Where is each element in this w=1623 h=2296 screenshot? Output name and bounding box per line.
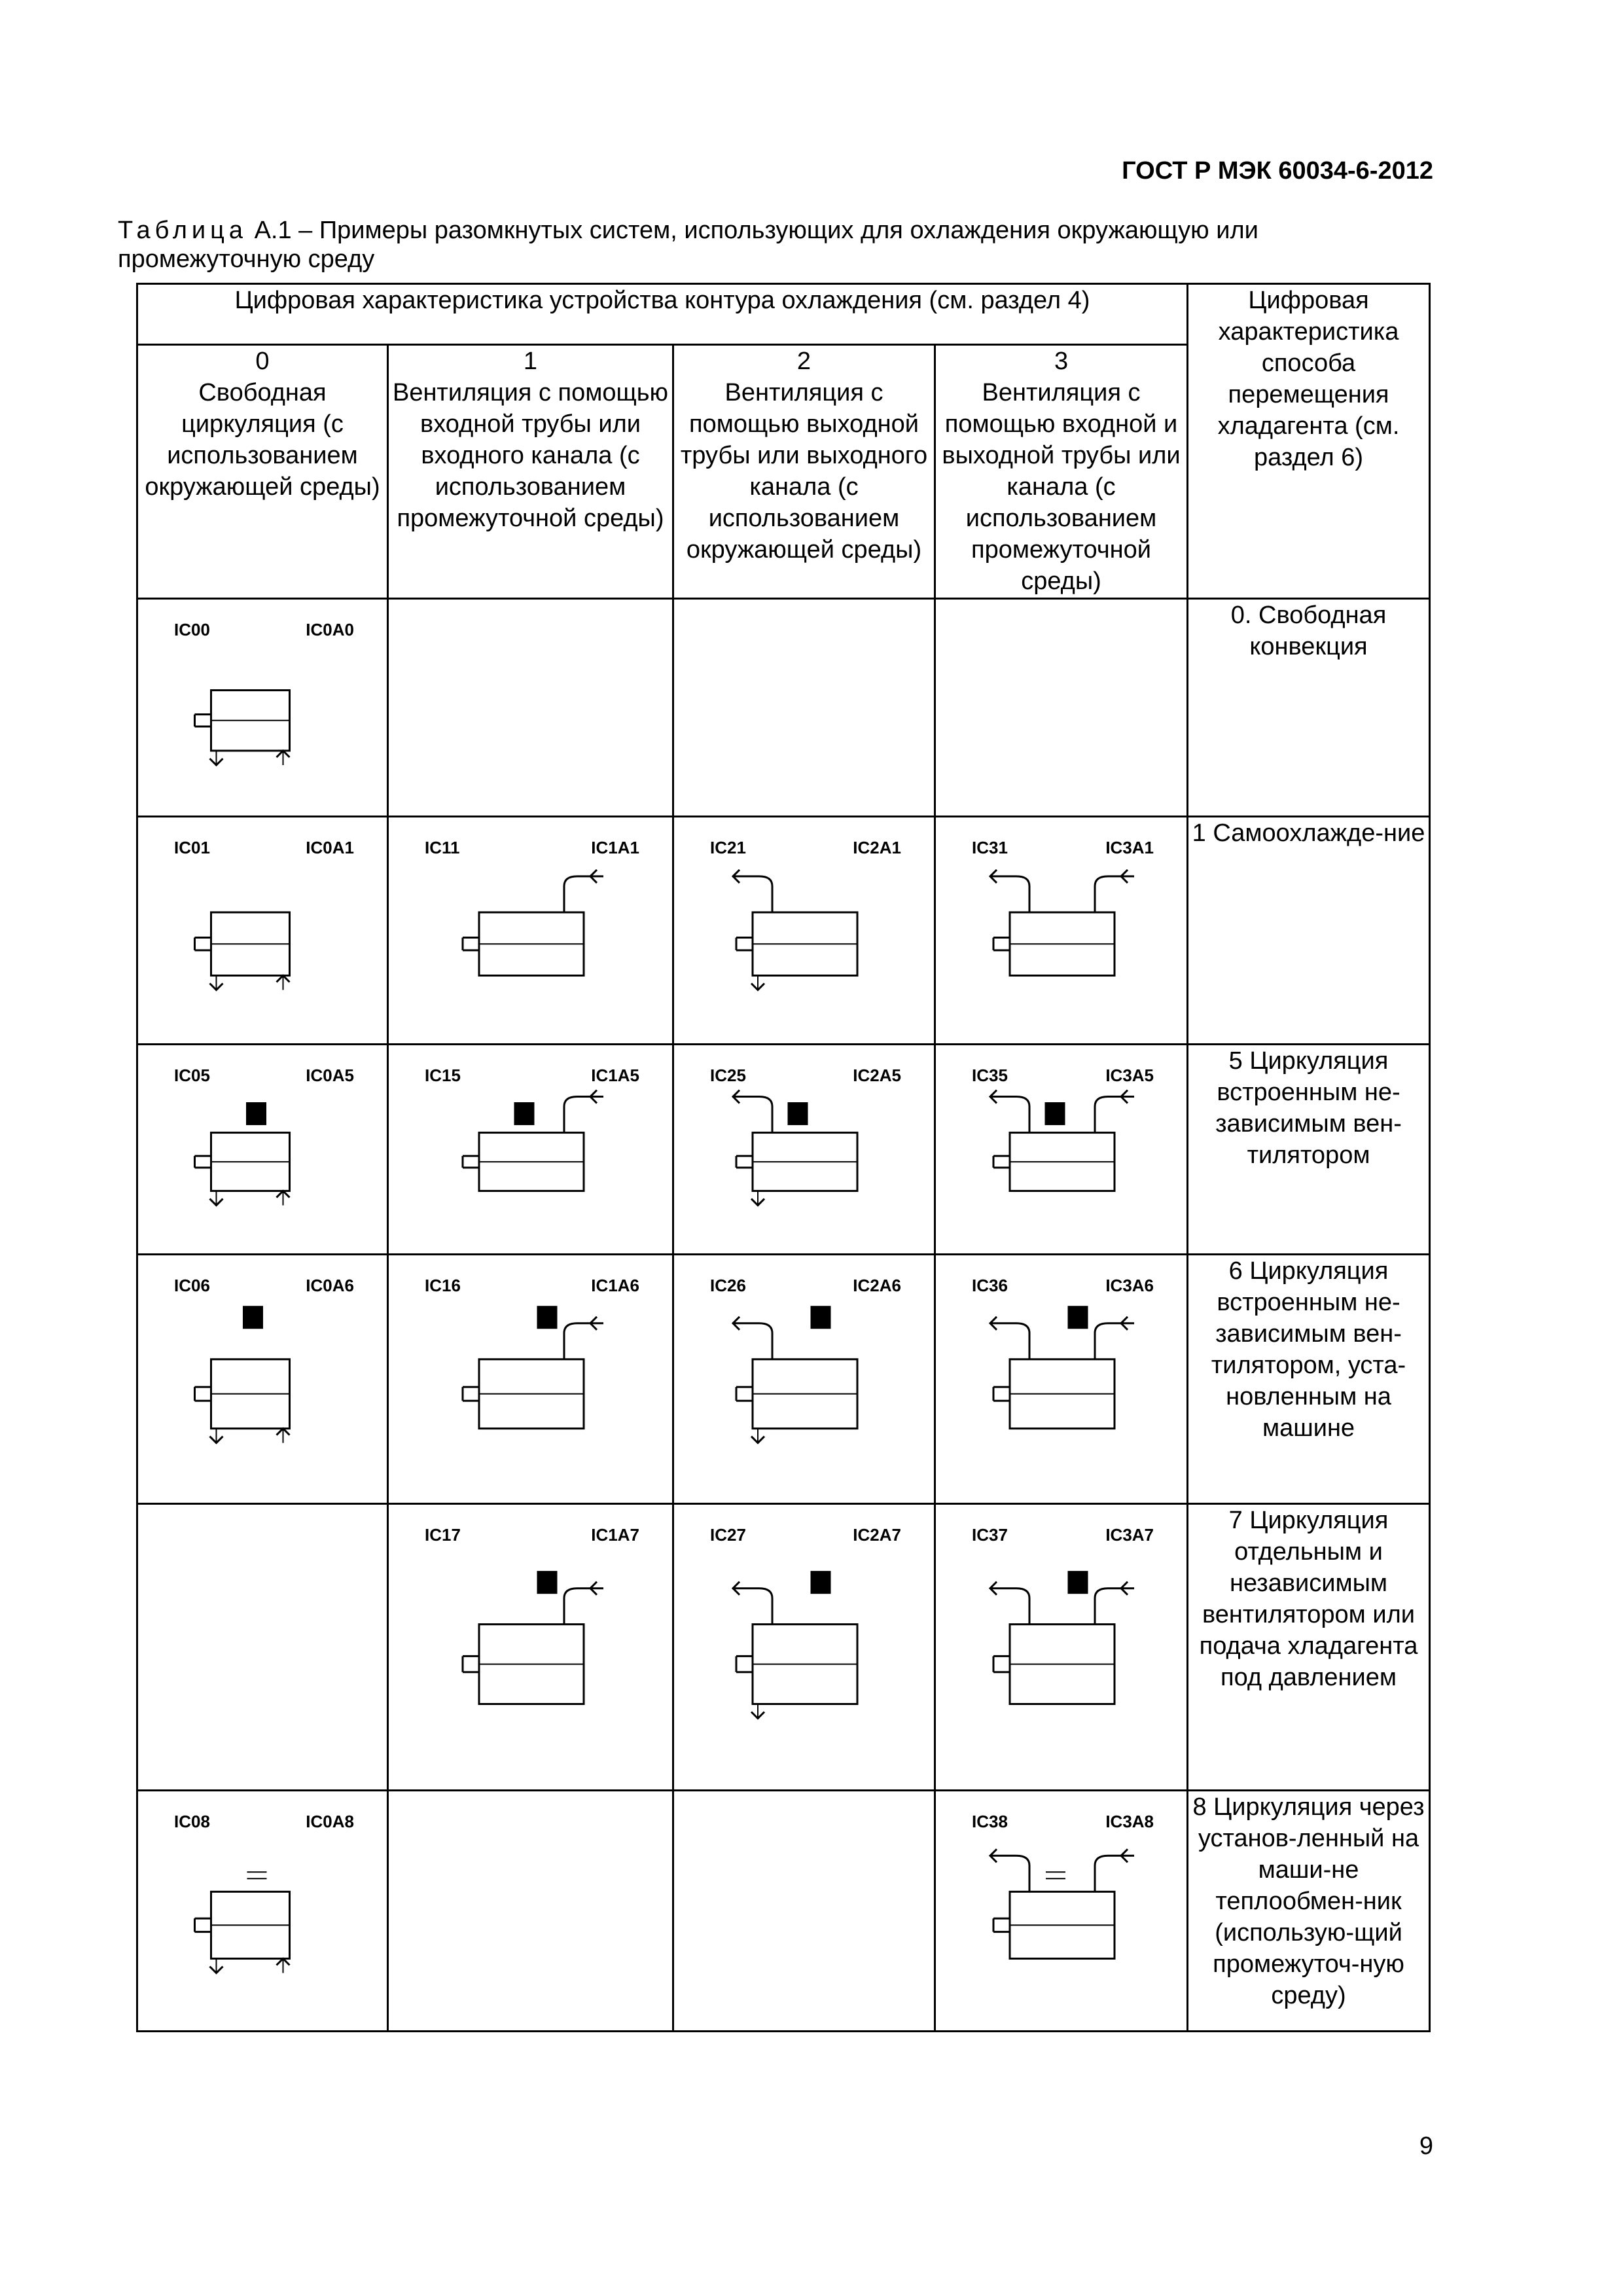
ic-code-alt: IC0A0 [306, 620, 354, 639]
table-row [137, 1255, 1430, 1504]
ic-code-alt: IC0A6 [306, 1276, 354, 1295]
cooling-systems-table [136, 283, 1431, 2032]
ic-code: IC00 [174, 620, 210, 639]
diagram-cell [137, 1045, 388, 1255]
table-row [137, 1045, 1430, 1255]
ic-code-alt: IC2A6 [853, 1276, 901, 1295]
ic-code: IC01 [174, 838, 210, 857]
diagram-cell [935, 817, 1188, 1045]
ic-code: IC15 [425, 1066, 461, 1085]
ic-code-alt: IC3A5 [1105, 1066, 1154, 1085]
duct-line [564, 1323, 603, 1359]
ic-code: IC38 [972, 1812, 1008, 1831]
fan-motor-block [538, 1307, 556, 1328]
ic-code-alt: IC1A6 [591, 1276, 639, 1295]
duct-line [564, 876, 603, 912]
diagram-cell [673, 1504, 935, 1791]
fan-motor-block [812, 1307, 830, 1328]
diagram-cell [137, 1255, 388, 1504]
diagram-cell [935, 1255, 1188, 1504]
column-number: 0 [255, 348, 270, 375]
column-number: 1 [523, 348, 538, 375]
diagram-cell [137, 599, 388, 817]
ic-code-alt: IC1A1 [591, 838, 639, 857]
ic-code: IC26 [710, 1276, 746, 1295]
ic-code: IC21 [710, 838, 746, 857]
column-header-2 [673, 345, 935, 599]
duct-line [1095, 876, 1134, 912]
ic-code: IC31 [972, 838, 1008, 857]
ic-code-alt: IC1A5 [591, 1066, 639, 1085]
row-description: 1 Самоохлажде-ние [1188, 817, 1430, 1045]
fan-motor-block [1046, 1103, 1064, 1124]
fan-motor-block [247, 1103, 266, 1124]
column-header-0 [137, 345, 388, 599]
table-row [137, 817, 1430, 1045]
caption-text: А.1 – Примеры разомкнутых систем, использующих для охлаждения окружающую или промежуточную среду [118, 217, 1258, 273]
ic-code: IC35 [972, 1066, 1008, 1085]
empty-cell [673, 1791, 935, 2032]
ic-code-alt: IC3A6 [1105, 1276, 1154, 1295]
page-number: 9 [1419, 2132, 1433, 2160]
ic-code: IC17 [425, 1525, 461, 1545]
ic-code: IC27 [710, 1525, 746, 1545]
duct-line [1095, 1097, 1134, 1133]
column-number: 2 [796, 348, 812, 375]
document-code: ГОСТ Р МЭК 60034-6-2012 [1122, 157, 1433, 185]
duct-line [1095, 1323, 1134, 1359]
column-header-1 [388, 345, 673, 599]
ic-code-alt: IC2A5 [853, 1066, 901, 1085]
diagram-cell [935, 1504, 1188, 1791]
duct-line [564, 1097, 603, 1133]
ic-code-alt: IC0A5 [306, 1066, 354, 1085]
fan-motor-block [812, 1572, 830, 1593]
ic-code-alt: IC1A7 [591, 1525, 639, 1545]
column-title: Вентиляция с помощью входной трубы или входного канала (с использованием промежуточной среды) [392, 379, 669, 532]
duct-line [1095, 1588, 1134, 1624]
table-row [137, 599, 1430, 817]
row-description: 6 Циркуляция встроенным не-зависимым вен-тилятором, уста-новленным на машине [1188, 1255, 1430, 1504]
row-description: 0. Свободная конвекция [1188, 599, 1430, 817]
ic-code: IC37 [972, 1525, 1008, 1545]
empty-cell [388, 1791, 673, 2032]
ic-code-alt: IC3A7 [1105, 1525, 1154, 1545]
fan-motor-block [1069, 1307, 1087, 1328]
column-number: 3 [1054, 348, 1069, 375]
fan-motor-block [789, 1103, 807, 1124]
diagram-cell [935, 1791, 1188, 2032]
column-title: Вентиляция с помощью входной и выходной трубы или канала (с использованием промежуточной среды) [942, 379, 1181, 595]
right-header: Цифровая характеристика способа перемещения хладагента (см. раздел 6) [1188, 284, 1430, 599]
column-header-3 [935, 345, 1188, 599]
table-row [137, 1504, 1430, 1791]
ic-code: IC25 [710, 1066, 746, 1085]
diagram-cell [673, 1045, 935, 1255]
empty-cell [137, 1504, 388, 1791]
ic-code: IC08 [174, 1812, 210, 1831]
row-description: 8 Циркуляция через установ-ленный на маши-не теплообмен-ник (использую-щий промежуточ-ную среду) [1188, 1791, 1430, 2032]
ic-code: IC16 [425, 1276, 461, 1295]
fan-motor-block [515, 1103, 533, 1124]
empty-cell [935, 599, 1188, 817]
ic-code-alt: IC3A8 [1105, 1812, 1154, 1831]
diagram-cell [388, 1504, 673, 1791]
ic-code-alt: IC0A8 [306, 1812, 354, 1831]
column-title: Свободная циркуляция (с использованием окружающей среды) [145, 379, 380, 501]
fan-motor-block [244, 1307, 262, 1328]
ic-code-alt: IC2A1 [853, 838, 901, 857]
diagram-cell [935, 1045, 1188, 1255]
fan-motor-block [538, 1572, 556, 1593]
ic-code: IC06 [174, 1276, 210, 1295]
ic-code-alt: IC3A1 [1105, 838, 1154, 857]
caption-label: Таблица [118, 217, 247, 244]
row-description: 7 Циркуляция отдельным и независимым вентилятором или подача хладагента под давлением [1188, 1504, 1430, 1791]
duct-line [564, 1588, 603, 1624]
diagram-cell [673, 817, 935, 1045]
ic-code-alt: IC2A7 [853, 1525, 901, 1545]
row-description: 5 Циркуляция встроенным не-зависимым вен-тилятором [1188, 1045, 1430, 1255]
table-body [137, 599, 1430, 2032]
ic-code-alt: IC0A1 [306, 838, 354, 857]
duct-line [1095, 1856, 1134, 1892]
empty-cell [673, 599, 935, 817]
diagram-cell [673, 1255, 935, 1504]
top-header: Цифровая характеристика устройства контура охлаждения (см. раздел 4) [137, 284, 1188, 345]
diagram-cell [388, 1045, 673, 1255]
diagram-cell [137, 817, 388, 1045]
ic-code: IC11 [425, 838, 460, 857]
empty-cell [388, 599, 673, 817]
diagram-cell [388, 817, 673, 1045]
ic-code: IC36 [972, 1276, 1008, 1295]
table-row [137, 1791, 1430, 2032]
ic-code: IC05 [174, 1066, 210, 1085]
diagram-cell [388, 1255, 673, 1504]
fan-motor-block [1069, 1572, 1087, 1593]
column-title: Вентиляция с помощью выходной трубы или выходного канала (с использованием окружающей среды) [680, 379, 928, 564]
diagram-cell [137, 1791, 388, 2032]
table-caption [118, 216, 1427, 274]
